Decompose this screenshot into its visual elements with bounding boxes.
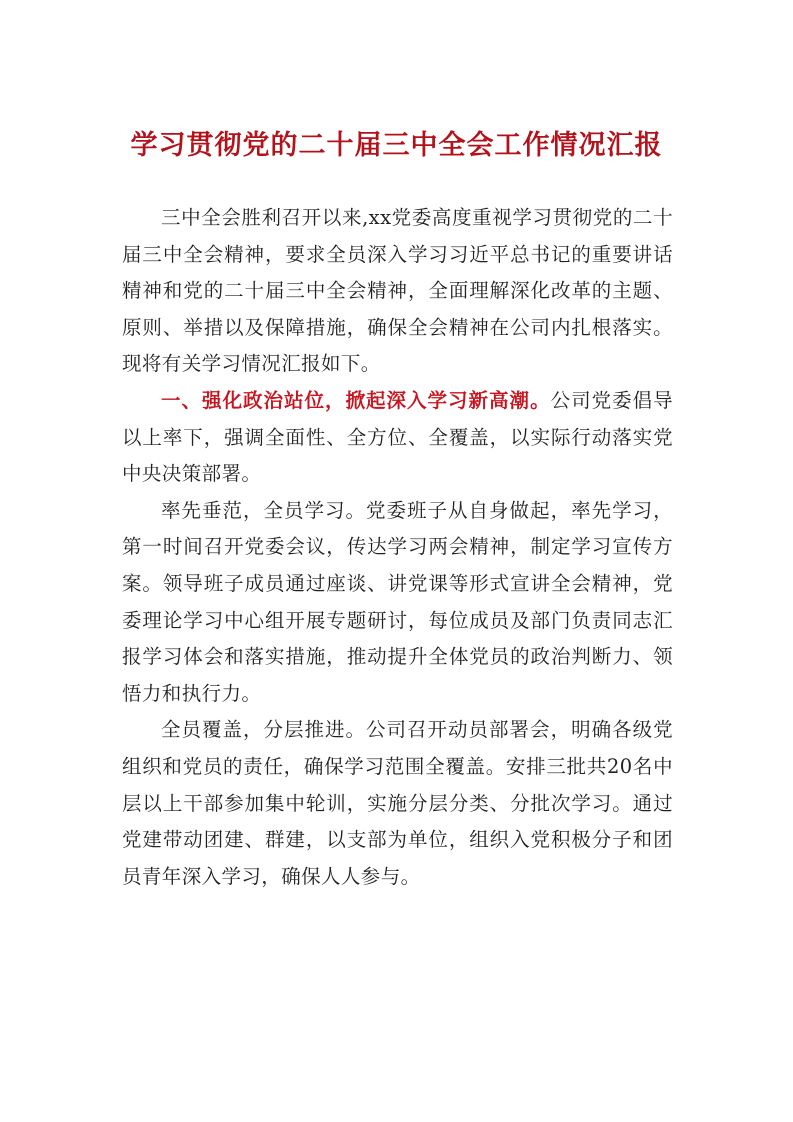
paragraph-text: 三中全会胜利召开以来,xx党委高度重视学习贯彻党的二十届三中全会精神，要求全员深入学习习近平总书记的重要讲话精神和党的二十届三中全会精神，全面理解深化改革的主题、原则、举措以及保障措施，确保全会精神在公司内扎根落实。现将有关学习情况汇报如下。 <box>122 206 673 376</box>
section-one-paragraph <box>122 383 673 493</box>
section-heading: 一、强化政治站位，掀起深入学习新高潮。 <box>161 388 551 412</box>
document-body <box>122 200 673 895</box>
paragraph-text: 全员覆盖，分层推进。公司召开动员部署会，明确各级党组织和党员的责任，确保学习范围全覆盖。安排三批共20名中层以上干部参加集中轮训，实施分层分类、分批次学习。通过党建带动团建、群建，以支部为单位，组织入党积极分子和团员青年深入学习，确保人人参与。 <box>122 718 673 888</box>
paragraph-text: 公司党委倡导以上率下，强调全面性、全方位、全覆盖，以实际行动落实党中央决策部署。 <box>122 388 673 486</box>
paragraph-text: 率先垂范，全员学习。党委班子从自身做起，率先学习，第一时间召开党委会议，传达学习两会精神，制定学习宣传方案。领导班子成员通过座谈、讲党课等形式宣讲全会精神，党委理论学习中心组开展专题研讨，每位成员及部门负责同志汇报学习体会和落实措施，推动提升全体党员的政治判断力、领悟力和执行力。 <box>122 498 673 705</box>
document-title: 学习贯彻党的二十届三中全会工作情况汇报 <box>130 130 663 161</box>
leadership-paragraph <box>122 493 673 713</box>
intro-paragraph <box>122 200 673 383</box>
coverage-paragraph <box>122 712 673 895</box>
